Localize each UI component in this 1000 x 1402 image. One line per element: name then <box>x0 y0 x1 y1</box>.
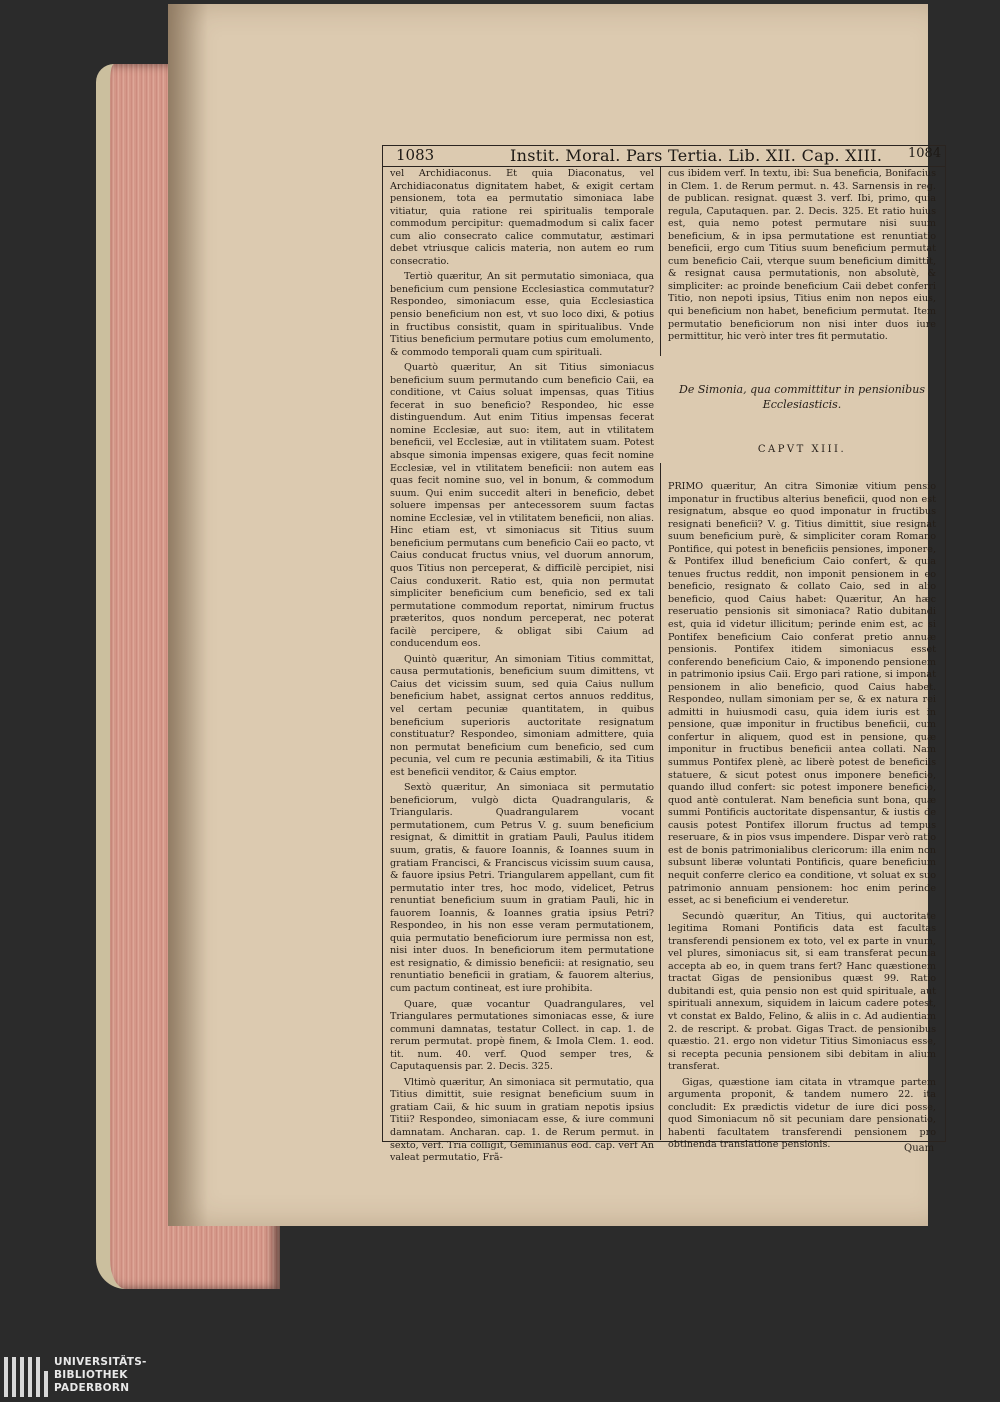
footer-bar <box>0 1352 1000 1402</box>
column-rule-top <box>660 166 661 356</box>
page-number-left: 1083 <box>396 146 435 164</box>
logo-line: BIBLIOTHEK <box>54 1369 128 1381</box>
running-title: Instit. Moral. Pars Tertia. Lib. XII. Cap. XIII. <box>510 146 883 165</box>
page-number-right: 1084 <box>908 146 942 161</box>
paragraph: Quintò quæritur, An simoniam Titius committat, causa permutationis, beneficium suum dimittens, vt Caius det vicissim suum, sed quia Caius nullum beneficium habet, assignat certos annuos redditus, vel certam pecuniæ quantitatem, in quibus beneficium superioris auctoritate resignatum constituatur? Respondeo, simoniam admittere, quia non permutat beneficium cum beneficio, sed cum pecunia, vel cum re pecunia æstimabili, & ita Titius est beneficii venditor, & Caius emptor. <box>390 653 654 778</box>
catchword: Quam <box>904 1143 935 1154</box>
paragraph: PRIMO quæritur, An citra Simoniæ vitium pensio imponatur in fructibus alterius beneficii, quod non est resignatum, absque eo quod imponatur in fructibus resignati beneficii? V. g. Titius dimittit, siue resignat suum beneficium purè, & simpliciter coram Romano Pontifice, qui potest in beneficiis pensiones, imponere, & Pontifex illud beneficium Caio confert, & quia tenues fructus reddit, non imponit pensionem in eo beneficio, resignato & collato Caio, sed in alio beneficio, quod Caius habet: Quæritur, An hæc reseruatio pensionis sit simoniaca? Ratio dubitandi est, quia id videtur illicitum; perinde enim est, ac si Pontifex beneficium Caio conferat pretio annuæ pensionis. Pontifex itidem simoniacus esset conferendo beneficium Caio, & imponendo pensionem in patrimonio ipsius Caii. Ergo pari ratione, si imponat pensionem in alio beneficio, quod Caius habet. Respondeo, nullam simoniam per se, & ex natura rei admitti in huiusmodi casu, quia idem iuris est in pensione, quæ imponitur in fructibus beneficii, cum confertur in aliquem, quod est in pensione, quæ imponitur in fructibus beneficii antea collati. Nam summus Pontifex plenè, ac liberè potest de beneficiis statuere, & sicut potest onus imponere beneficio, quando illud confert: sic potest imponere beneficio, quod antè contulerat. Nam beneficia sunt bona, quæ summi Pontificis auctoritate dispensantur, & iustis de causis potest Pontifex illorum fructus ad tempus reseruare, & in pios vsus impendere. Dispar verò ratio est de bonis patrimonialibus clericorum: illa enim non subsunt liberæ voluntati Pontificis, quare beneficium nequit conferre clerico ea conditione, vt soluat ex suo patrimonio annuam pensionem: hoc enim perinde esset, ac si beneficium ei venderetur. <box>668 481 936 907</box>
paragraph: Tertiò quæritur, An sit permutatio simoniaca, qua beneficium cum pensione Ecclesiastica commutatur? Respondeo, simoniacum esse, quia Ecclesiastica pensio beneficium non est, vt suo loco dixi, & potius in fructibus consistit, quam in spiritualibus. Vnde Titius beneficium permutare potius cum emolumento, & commodo temporali quam cum spirituali. <box>390 271 654 358</box>
left-column <box>390 168 654 1168</box>
paragraph: Gigas, quæstione iam citata in vtramque partem argumenta proponit, & tandem numero 22. ita concludit: Ex prædictis videtur de iure dici posse, quod Simoniacum nõ sit pecuniam dare pensionatio, habenti facultatem transferendi pensionem pro obtinenda translatione pensionis. <box>668 1076 936 1151</box>
paragraph: Quare, quæ vocantur Quadrangulares, vel Triangulares permutationes simoniacas esse, & iure communi damnatas, testatur Collect. in cap. 1. de rerum permutat. propè finem, & Imola Clem. 1. eod. tit. num. 40. verf. Quod semper tres, & Caputaquensis par. 2. Decis. 325. <box>390 998 654 1073</box>
gutter-shadow <box>168 4 208 1226</box>
paragraph: Quartò quæritur, An sit Titius simoniacus beneficium suum permutando cum beneficio Caii, ea conditione, vt Caius soluat impensas, quas Titius fecerat in suo beneficio? Respondeo, hic esse distinguendum. Aut enim Titius impensas fecerat nomine Ecclesiæ, aut suo: item, aut in vtilitatem beneficii, vel Ecclesiæ, aut in vtilitatem suam. Potest absque simonia impensas exigere, quas fecit nomine Ecclesiæ, vel in vtilitatem beneficii: non autem eas quas fecit nomine suo, vel in bonum, & commodum suum. Qui enim succedit alteri in beneficio, debet soluere impensas per antecessorem suum factas nomine Ecclesiæ, vel in vtilitatem beneficii, non alias. Hinc etiam est, vt simoniacus sit Titius suum beneficium permutans cum beneficio Caii eo pacto, vt Caius conducat fructus vnius, vel duorum annorum, quos Titius non perceperat, & difficilè percipiet, nisi Caius conduxerit. Ratio est, quia non permutat simpliciter beneficium cum beneficio, sed ex tali permutatione commodum reportat, nimirum fructus præteritos, quos nondum perceperat, nec poterat facilè percipere, & obligat sibi Caium ad conducendum eos. <box>390 362 654 650</box>
chapter-heading: CAPVT XIII. <box>757 444 847 455</box>
library-logo-text <box>54 1356 147 1395</box>
column-rule-bottom <box>660 463 661 1140</box>
right-column-bottom <box>668 481 936 1155</box>
paragraph: Vltimò quæritur, An simoniaca sit permutatio, qua Titius dimittit, suie resignat beneficium suum in gratiam Caii, & hic suum in gratiam nepotis ipsius Titii? Respondeo, simoniacam esse, & iure communi damnatam. Ancharan. cap. 1. de Rerum permut. in sexto, verf. Tria colligit, Geminianus eod. cap. verf An valeat permutatio, Frã- <box>390 1076 654 1164</box>
section-title: De Simonia, qua committitur in pensionibus Ecclesiasticis. <box>679 383 925 411</box>
paragraph: Secundò quæritur, An Titius, qui auctoritate legitima Romani Pontificis data est facultas transferendi pensionem ex toto, vel ex parte in vnum, vel plures, simoniacus sit, si eam transferat pecunia accepta ab eo, in quem trans fert? Hanc quæstionem tractat Gigas de pensionibus quæst 99. Ratio dubitandi est, quia pensio non est quid spirituale, aut spirituali annexum, siquidem in laicum cadere potest, vt constat ex Baldo, Felino, & aliis in c. Ad audientiam 2. de rescript. & probat. Gigas Tract. de pensionibus quæstio. 21. ergo non videtur Titius Simoniacus esse, si recepta pecunia pensionem sibi debitam in alium transferat. <box>668 910 936 1073</box>
right-column-top <box>668 168 936 347</box>
paragraph: vel Archidiaconus. Et quia Diaconatus, vel Archidiaconatus dignitatem habet, & exigit certam pensionem, tota ea permutatio simoniaca labe vitiatur, quia ratione rei spiritualis temporale commodum percipitur: quemadmodum si calix facer cum alio consecrato calice commutatur, æstimari debet vtriusque calicis materia, non autem eo rum consecratio. <box>390 168 654 267</box>
paragraph: cus ibidem verf. In textu, ibi: Sua beneficia, Bonifacius in Clem. 1. de Rerum permut. n. 43. Sarnensis in reg. de publican. resignat. quæst 3. verf. Ibi, primo, quia regula, Caputaquen. par. 2. Decis. 325. Et ratio huius est, quia nemo potest permutare nisi suum beneficium, & in ipsa permutatione est renuntiatio beneficii, ergo cum Titius suum beneficium permutat cum beneficio Caii, vterque suum beneficium dimittit, & resignat causa permutationis, non absolutè, & simpliciter: ac proinde beneficium Caii debet conferri Titio, non nepoti ipsius, Titius enim non nepos eius, qui beneficium non habet, beneficium permutat. Item permutatio beneficiorum non nisi inter duos iure permittitur, hic verò inter tres fit permutatio. <box>668 168 936 343</box>
paragraph: Sextò quæritur, An simoniaca sit permutatio beneficiorum, vulgò dicta Quadrangularis, & Triangularis. Quadrangularem vocant permutationem, cum Petrus V. g. suum beneficium resignat, & dimittit in gratiam Pauli, Paulus itidem suum, gratis, & fauore Ioannis, & Ioannes suum in gratiam Francisci, & Franciscus vicissim suum causa, & fauore ipsius Petri. Triangularem appellant, cum fit permutatio inter tres, hoc modo, videlicet, Petrus renuntiat beneficium suum in gratiam Pauli, hic in fauorem Ioannis, & Ioannes gratia ipsius Petri? Respondeo, in his non esse veram permutationem, quia permutatio beneficiorum iure permissa non est, nisi inter duos. In beneficiorum item permutatione est resignatio, & dimissio beneficii: at resignatio, seu renuntiatio beneficii in gratiam, & fauorem alterius, cum pactum contineat, est iure prohibita. <box>390 782 654 994</box>
logo-line: PADERBORN <box>54 1382 130 1394</box>
logo-line: UNIVERSITÄTS- <box>54 1356 147 1368</box>
header-rule <box>382 166 946 167</box>
